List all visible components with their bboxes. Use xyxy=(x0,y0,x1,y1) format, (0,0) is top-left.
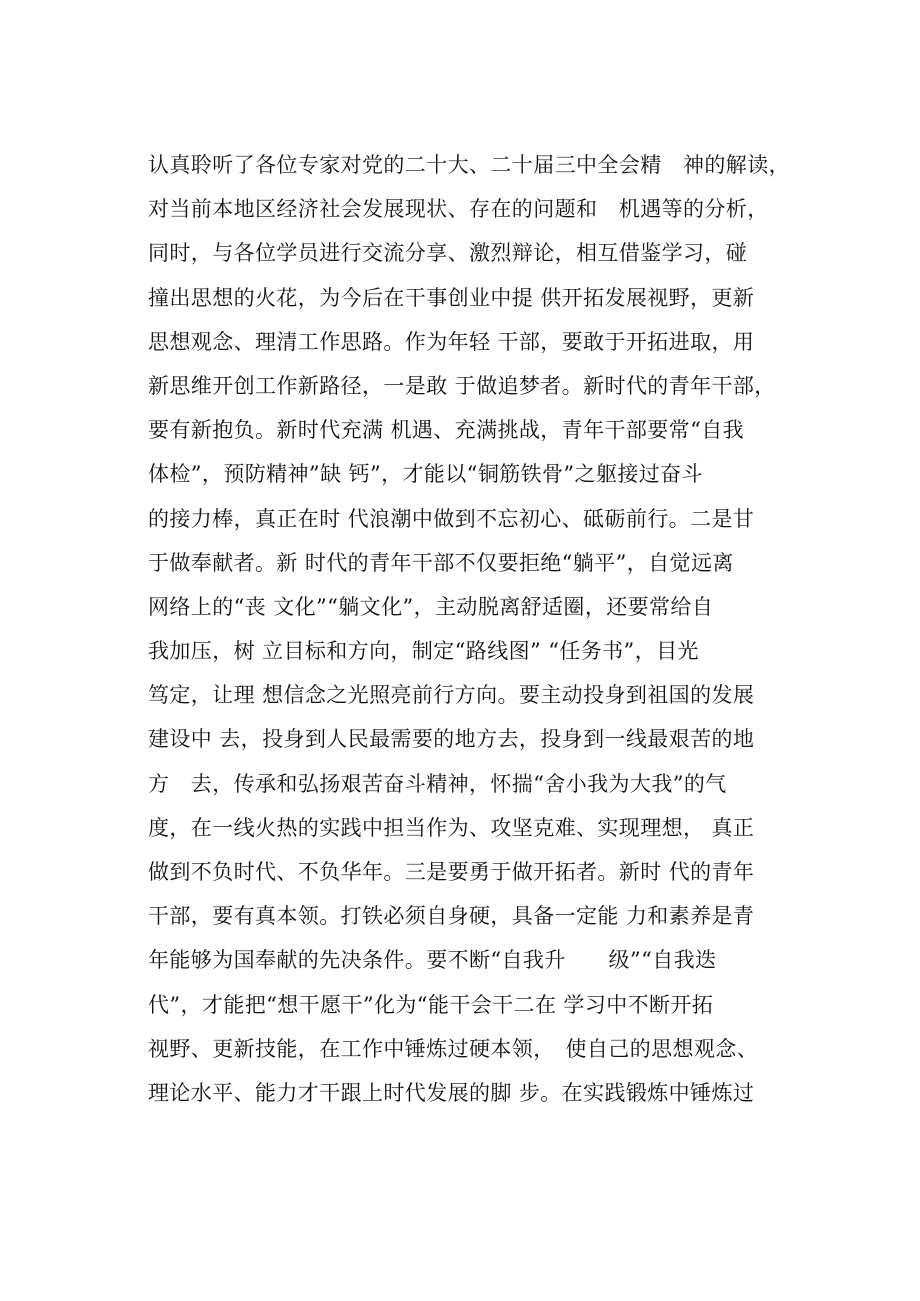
text-line: 度，在一线火热的实践中担当作为、攻坚克难、实现理想， 真正 xyxy=(148,815,755,840)
text-line: 的接力棒，真正在时 代浪潮中做到不忘初心、砥砺前行。二是甘 xyxy=(148,506,755,531)
text-line: 代”，才能把“想干愿干”化为“能干会干二在 学习中不断开拓 xyxy=(148,992,714,1017)
text-line: 视野、更新技能，在工作中锤炼过硬本领， 使自己的思想观念、 xyxy=(148,1036,759,1061)
text-line: 同时，与各位学员进行交流分享、激烈辩论，相互借鉴学习，碰 xyxy=(148,241,748,266)
text-line: 思想观念、理清工作思路。作为年轻 干部，要敢于开拓进取，用 xyxy=(148,329,755,354)
text-line: 建设中 去，投身到人民最需要的地方去，投身到一线最艰苦的地 xyxy=(148,727,755,752)
text-line: 年能够为国奉献的先决条件。要不断“自我升 级”“自我迭 xyxy=(148,948,717,973)
text-line: 于做奉献者。新 时代的青年干部不仅要拒绝“躺平”，自觉远离 xyxy=(148,550,734,575)
text-line: 理论水平、能力才干跟上时代发展的脚 步。在实践锻炼中锤炼过 xyxy=(148,1080,755,1105)
text-line: 做到不负时代、不负华年。三是要勇于做开拓者。新时 代的青年 xyxy=(148,860,755,884)
text-line: 对当前本地区经济社会发展现状、存在的问题和 机遇等的分析， xyxy=(148,197,769,222)
text-line: 我加压，树 立目标和方向，制定“路线图” “任务书”，目光 xyxy=(148,639,699,664)
text-line: 新思维开创工作新路径，一是敢 于做追梦者。新时代的青年干部， xyxy=(148,373,776,398)
text-line: 撞出思想的火花，为今后在干事创业中提 供开拓发展视野，更新 xyxy=(148,285,755,310)
text-line: 要有新抱负。新时代充满 机遇、充满挑战，青年干部要常“自我 xyxy=(148,418,745,443)
text-line: 网络上的“丧 文化”“躺文化”，主动脱离舒适圈，还要常给自 xyxy=(148,594,714,619)
text-line: 体检”，预防精神”缺 钙”，才能以“铜筋铁骨”之躯接过奋斗 xyxy=(148,462,703,487)
text-line: 方 去，传承和弘扬艰苦奋斗精神，怀揣“舍小我为大我”的气 xyxy=(148,771,727,796)
text-line: 笃定，让理 想信念之光照亮前行方向。要主动投身到祖国的发展 xyxy=(148,683,755,708)
body-paragraph xyxy=(148,143,808,1115)
text-line: 认真聆听了各位专家对党的二十大、二十届三中全会精 神的解读， xyxy=(148,153,790,177)
text-line: 干部，要有真本领。打铁必须自身硬，具备一定能 力和素养是青 xyxy=(148,904,755,929)
